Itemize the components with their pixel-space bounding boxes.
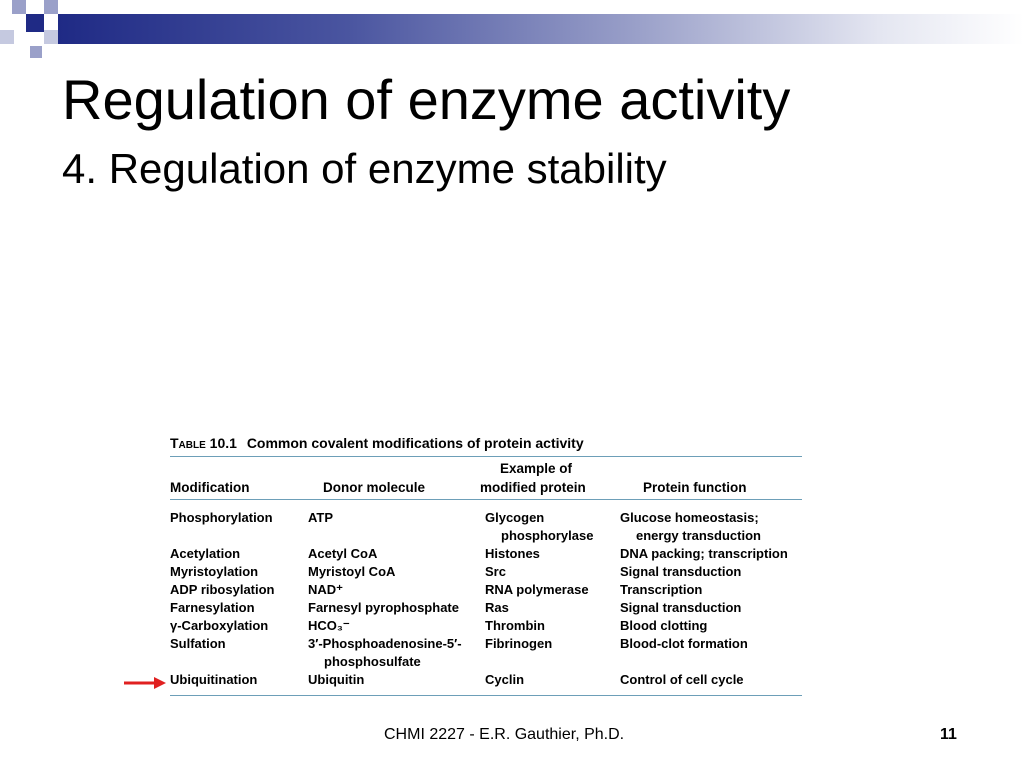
cell-example: Fibrinogen bbox=[485, 636, 553, 651]
table-header bbox=[170, 457, 802, 499]
table-caption bbox=[170, 430, 802, 456]
cell-function: Blood-clot formation bbox=[620, 636, 748, 651]
table-row bbox=[170, 599, 802, 617]
cell-example: Glycogen bbox=[485, 510, 545, 525]
table-row bbox=[170, 635, 802, 671]
cell-modification: Ubiquitination bbox=[170, 672, 258, 687]
cell-modification: Acetylation bbox=[170, 546, 241, 561]
cell-donor: NAD⁺ bbox=[308, 582, 344, 597]
cell-modification: Phosphorylation bbox=[170, 510, 273, 525]
cell-donor: 3′-Phosphoadenosine-5′- bbox=[308, 636, 462, 651]
cell-donor-line2: phosphosulfate bbox=[324, 654, 421, 669]
header-gradient-bar bbox=[58, 14, 1024, 44]
cell-function: Glucose homeostasis; bbox=[620, 510, 759, 525]
header-example-line2: modified protein bbox=[480, 480, 586, 495]
cell-example: RNA polymerase bbox=[485, 582, 589, 597]
table-body bbox=[170, 500, 802, 689]
table-row bbox=[170, 563, 802, 581]
cell-example: Histones bbox=[485, 546, 540, 561]
cell-donor: HCO₃⁻ bbox=[308, 618, 350, 633]
table-row bbox=[170, 617, 802, 635]
cell-modification: Farnesylation bbox=[170, 600, 255, 615]
cell-modification: γ-Carboxylation bbox=[170, 618, 269, 633]
table-caption-label: Table 10.1 bbox=[170, 435, 237, 451]
cell-modification: Myristoylation bbox=[170, 564, 259, 579]
header-example-line1: Example of bbox=[500, 461, 573, 476]
cell-function: Transcription bbox=[620, 582, 703, 597]
header-modification: Modification bbox=[170, 480, 250, 495]
cell-donor: Farnesyl pyrophosphate bbox=[308, 600, 459, 615]
cell-function: DNA packing; transcription bbox=[620, 546, 788, 561]
table-row bbox=[170, 581, 802, 599]
cell-function: Control of cell cycle bbox=[620, 672, 744, 687]
cell-example: Src bbox=[485, 564, 506, 579]
cell-example: Ras bbox=[485, 600, 509, 615]
cell-modification: Sulfation bbox=[170, 636, 226, 651]
cell-example: Cyclin bbox=[485, 672, 525, 687]
table-bottom-rule bbox=[170, 695, 802, 696]
slide-title: Regulation of enzyme activity bbox=[62, 68, 791, 131]
footer-text: CHMI 2227 - E.R. Gauthier, Ph.D. bbox=[384, 726, 625, 743]
cell-function: Blood clotting bbox=[620, 618, 708, 633]
cell-function-line2: energy transduction bbox=[636, 528, 761, 543]
table-row bbox=[170, 545, 802, 563]
header-donor: Donor molecule bbox=[323, 480, 426, 495]
table-row-highlighted bbox=[170, 671, 802, 689]
cell-function: Signal transduction bbox=[620, 564, 742, 579]
page-number: 11 bbox=[940, 726, 957, 743]
cell-donor: Myristoyl CoA bbox=[308, 564, 396, 579]
slide-subtitle: 4. Regulation of enzyme stability bbox=[62, 145, 667, 192]
cell-donor: Acetyl CoA bbox=[308, 546, 378, 561]
cell-example: Thrombin bbox=[485, 618, 545, 633]
cell-modification: ADP ribosylation bbox=[170, 582, 275, 597]
header-function: Protein function bbox=[643, 480, 747, 495]
cell-function: Signal transduction bbox=[620, 600, 742, 615]
modifications-table bbox=[170, 430, 802, 696]
table-row bbox=[170, 509, 802, 545]
table-caption-text: Common covalent modifications of protein activity bbox=[246, 435, 584, 451]
cell-donor: ATP bbox=[308, 510, 334, 525]
cell-example-line2: phosphorylase bbox=[501, 528, 594, 543]
cell-donor: Ubiquitin bbox=[308, 672, 365, 687]
red-arrow-icon bbox=[124, 676, 166, 690]
